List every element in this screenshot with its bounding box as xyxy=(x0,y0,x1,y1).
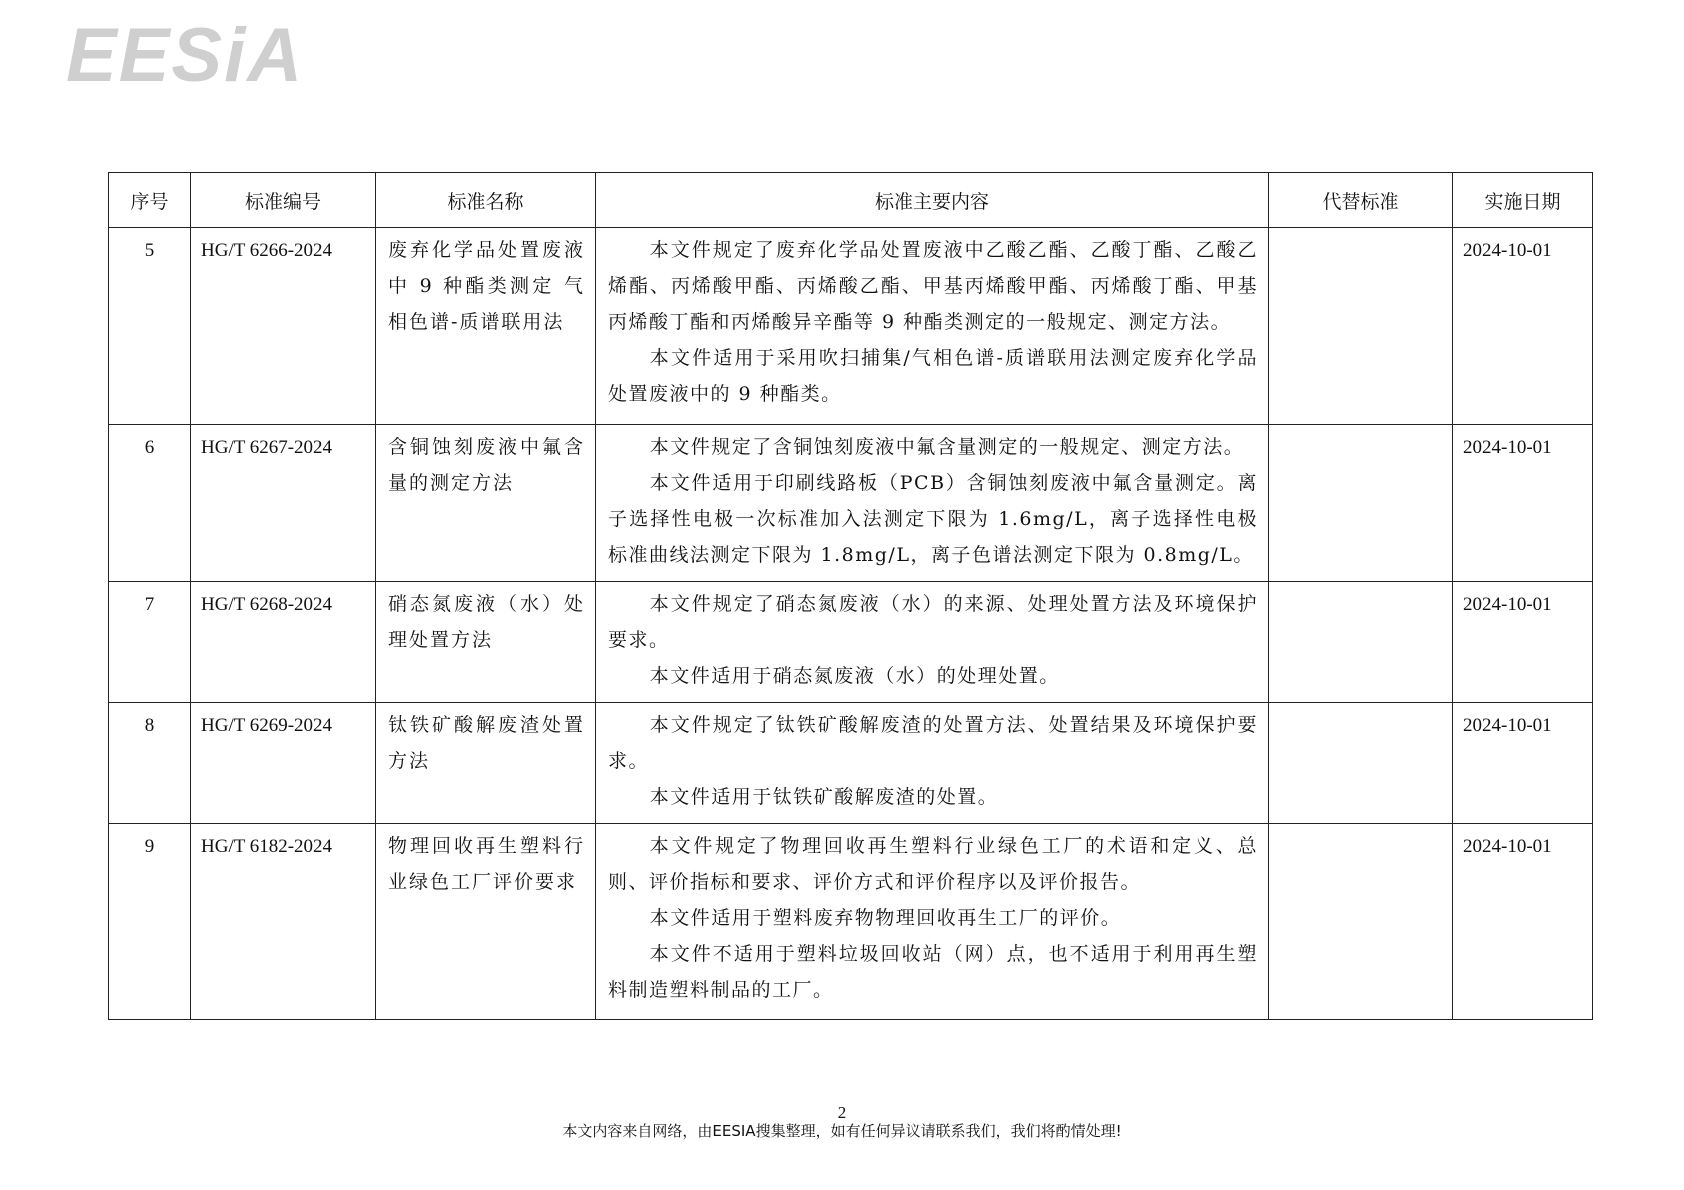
table-row xyxy=(109,582,1593,703)
content-paragraph: 本文件适用于采用吹扫捕集/气相色谱-质谱联用法测定废弃化学品处置废液中的 9 种酯类。 xyxy=(608,347,1258,405)
cell-content xyxy=(596,582,1269,703)
cell-replace xyxy=(1269,425,1453,582)
cell-date: 2024-10-01 xyxy=(1453,228,1593,425)
cell-replace xyxy=(1269,703,1453,824)
header-no: 序号 xyxy=(109,173,191,228)
content-paragraph: 本文件适用于塑料废弃物物理回收再生工厂的评价。 xyxy=(649,907,1122,929)
cell-replace xyxy=(1269,228,1453,425)
content-paragraph: 本文件规定了废弃化学品处置废液中乙酸乙酯、乙酸丁酯、乙酸乙烯酯、丙烯酸甲酯、丙烯酸乙酯、甲基丙烯酸甲酯、丙烯酸丁酯、甲基丙烯酸丁酯和丙烯酸异辛酯等 9 种酯类测定的一般规定、测定方法。 xyxy=(608,239,1258,333)
cell-name: 硝态氮废液（水）处理处置方法 xyxy=(376,582,596,703)
page-number: 2 xyxy=(837,1103,847,1122)
cell-name: 钛铁矿酸解废渣处置方法 xyxy=(376,703,596,824)
cell-date: 2024-10-01 xyxy=(1453,703,1593,824)
header-code: 标准编号 xyxy=(191,173,376,228)
cell-no: 8 xyxy=(109,703,191,824)
cell-date: 2024-10-01 xyxy=(1453,425,1593,582)
header-content: 标准主要内容 xyxy=(596,173,1269,228)
cell-no: 9 xyxy=(109,824,191,1020)
cell-name: 含铜蚀刻废液中氟含量的测定方法 xyxy=(376,425,596,582)
content-paragraph: 本文件规定了硝态氮废液（水）的来源、处理处置方法及环境保护要求。 xyxy=(608,593,1258,651)
cell-date: 2024-10-01 xyxy=(1453,824,1593,1020)
cell-code: HG/T 6268-2024 xyxy=(191,582,376,703)
content-paragraph: 本文件适用于硝态氮废液（水）的处理处置。 xyxy=(649,665,1060,687)
table-row xyxy=(109,425,1593,582)
content-paragraph: 本文件不适用于塑料垃圾回收站（网）点，也不适用于利用再生塑料制造塑料制品的工厂。 xyxy=(608,943,1258,1001)
cell-code: HG/T 6267-2024 xyxy=(191,425,376,582)
cell-name: 物理回收再生塑料行业绿色工厂评价要求 xyxy=(376,824,596,1020)
content-paragraph: 本文件适用于印刷线路板（PCB）含铜蚀刻废液中氟含量测定。离子选择性电极一次标准加入法测定下限为 1.6mg/L，离子选择性电极标准曲线法测定下限为 1.8mg/L，离子色谱法测定下限为 0.8mg/L。 xyxy=(608,472,1258,566)
content-paragraph: 本文件规定了物理回收再生塑料行业绿色工厂的术语和定义、总则、评价指标和要求、评价方式和评价程序以及评价报告。 xyxy=(608,835,1258,893)
cell-code: HG/T 6266-2024 xyxy=(191,228,376,425)
table-row xyxy=(109,228,1593,425)
cell-no: 7 xyxy=(109,582,191,703)
header-name: 标准名称 xyxy=(376,173,596,228)
cell-name: 废弃化学品处置废液中 9 种酯类测定 气相色谱-质谱联用法 xyxy=(376,228,596,425)
content-paragraph: 本文件规定了含铜蚀刻废液中氟含量测定的一般规定、测定方法。 xyxy=(649,436,1245,458)
cell-content xyxy=(596,228,1269,425)
content-paragraph: 本文件适用于钛铁矿酸解废渣的处置。 xyxy=(649,786,999,808)
table-row xyxy=(109,824,1593,1020)
cell-replace xyxy=(1269,824,1453,1020)
cell-no: 6 xyxy=(109,425,191,582)
content-paragraph: 本文件规定了钛铁矿酸解废渣的处置方法、处置结果及环境保护要求。 xyxy=(608,714,1258,772)
table-header-row xyxy=(109,173,1593,228)
standards-table xyxy=(108,172,1593,1020)
table-row xyxy=(109,703,1593,824)
footer-disclaimer: 本文内容来自网络，由EESIA搜集整理，如有任何异议请联系我们，我们将酌情处理! xyxy=(562,1122,1122,1140)
cell-date: 2024-10-01 xyxy=(1453,582,1593,703)
header-replace: 代替标准 xyxy=(1269,173,1453,228)
cell-replace xyxy=(1269,582,1453,703)
cell-content xyxy=(596,824,1269,1020)
cell-content xyxy=(596,703,1269,824)
cell-no: 5 xyxy=(109,228,191,425)
cell-content xyxy=(596,425,1269,582)
eesia-logo: EESiA xyxy=(66,13,305,98)
cell-code: HG/T 6182-2024 xyxy=(191,824,376,1020)
header-date: 实施日期 xyxy=(1453,173,1593,228)
cell-code: HG/T 6269-2024 xyxy=(191,703,376,824)
